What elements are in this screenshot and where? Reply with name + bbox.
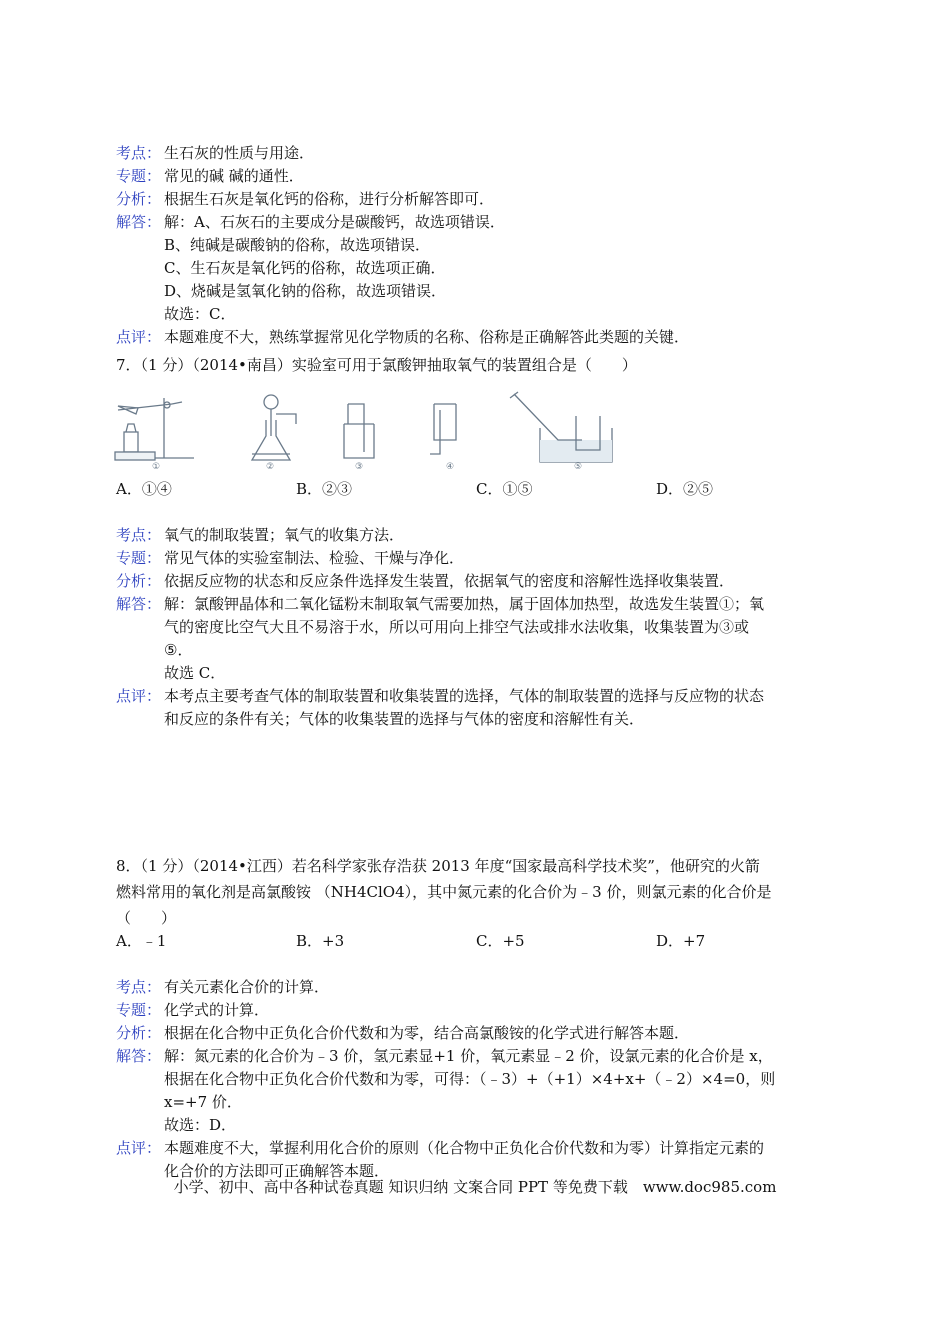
zhuanti-label: 专题： [116,549,162,567]
q7-jieda-line: ⑤． [164,641,193,659]
q8-fenxi-row [116,1022,846,1045]
q7-options [116,478,846,502]
q7-option-c[interactable]: C．①⑤ [476,480,533,498]
q6-kaodian-row [116,142,846,165]
fenxi-label: 分析： [116,1024,162,1042]
fenxi-label: 分析： [116,190,162,208]
apparatus-5-water [510,392,612,462]
q8-options [116,930,846,954]
q7-fenxi: 依据反应物的状态和反应条件选择发生装置，依据氧气的密度和溶解性选择收集装置． [164,572,735,590]
q6-dianping-row [116,326,846,349]
q7-apparatus-figure [112,384,622,472]
q8-stem-line: 燃料常用的氧化剂是高氯酸铵 （NH4ClO4），其中氮元素的化合价为﹣3 价，则氯元素的化合价是 [116,883,772,901]
q8-zhuanti: 化学式的计算． [164,1001,270,1019]
q8-jieda-line: x=+7 价． [164,1093,242,1111]
q8-kaodian-row [116,976,846,999]
q7-kaodian-row [116,524,846,547]
q6-kaodian: 生石灰的性质与用途． [164,144,315,162]
q8-analysis [116,976,846,1183]
q7-stem: 7．（1 分）（2014•南昌）实验室可用于氯酸钾抽取氧气的装置组合是（ ） [116,356,637,374]
q7-analysis [116,524,846,731]
fenxi-label: 分析： [116,572,162,590]
apparatus-1-heating [115,398,194,460]
q8-fenxi: 根据在化合物中正负化合价代数和为零，结合高氯酸铵的化学式进行解答本题． [164,1024,690,1042]
q7-fenxi-row [116,570,846,593]
figure-label-5: ⑤ [574,462,583,472]
figure-label-4: ④ [446,462,455,472]
q6-jieda-line: 解：A、石灰石的主要成分是碳酸钙，故选项错误． [164,213,505,231]
q8-jieda-line: 根据在化合物中正负化合价代数和为零，可得：（﹣3）+（+1）×4+x+（﹣2）×4=0，则 [164,1070,776,1088]
q7-dianping-line: 本考点主要考查气体的制取装置和收集装置的选择，气体的制取装置的选择与反应物的状态 [164,687,765,705]
dianping-label: 点评： [116,1139,162,1157]
dianping-label: 点评： [116,328,162,346]
q6-jieda-row [116,211,846,326]
q8-option-b[interactable]: B．+3 [296,932,345,950]
jieda-label: 解答： [116,595,162,613]
kaodian-label: 考点： [116,978,162,996]
q6-fenxi-row [116,188,846,211]
q8-jieda-line: 解：氮元素的化合价为﹣3 价，氢元素显+1 价，氧元素显﹣2 价，设氯元素的化合价是 x， [164,1047,773,1065]
q8-stem-line: （ ） [116,909,177,927]
jieda-label: 解答： [116,213,162,231]
figure-label-1: ① [152,462,161,472]
figure-label-2: ② [266,462,275,472]
page-footer: 小学、初中、高中各种试卷真题 知识归纳 文案合同 PPT 等免费下载 www.doc985.com [173,1178,777,1196]
q7-option-d[interactable]: D．②⑤ [656,480,714,498]
q7-zhuanti: 常见气体的实验室制法、检验、干燥与净化． [164,549,465,567]
q6-zhuanti: 常见的碱 碱的通性． [164,167,304,185]
kaodian-label: 考点： [116,526,162,544]
q7-option-b[interactable]: B．②③ [296,480,353,498]
q7-dianping-row [116,685,846,731]
dianping-label: 点评： [116,687,162,705]
apparatus-2-flask [252,395,296,460]
q8-dianping-line: 本题难度不大，掌握利用化合价的原则（化合物中正负化合价代数和为零）计算指定元素的 [164,1139,765,1157]
q8-stem-line: 8．（1 分）（2014•江西）若名科学家张存浩获 2013 年度“国家最高科学技术奖”，他研究的火箭 [116,857,760,875]
q7-jieda-row [116,593,846,685]
q8-jieda-row [116,1045,846,1137]
kaodian-label: 考点： [116,144,162,162]
figure-label-3: ③ [355,462,364,472]
q7-zhuanti-row [116,547,846,570]
q8-kaodian: 有关元素化合价的计算． [164,978,330,996]
q8-stem [116,853,846,931]
q8-jieda-line: 故选：D． [164,1116,237,1134]
q7-option-a[interactable]: A．①④ [116,480,172,498]
jieda-label: 解答： [116,1047,162,1065]
q8-zhuanti-row [116,999,846,1022]
q6-analysis [116,142,846,349]
q6-jieda-line: 故选：C． [164,305,236,323]
q8-option-a[interactable]: A．﹣1 [116,932,167,950]
q7-jieda-line: 故选 C． [164,664,226,682]
q8-option-c[interactable]: C．+5 [476,932,525,950]
q8-option-d[interactable]: D．+7 [656,932,706,950]
apparatus-4-downward [430,404,456,454]
q6-jieda-line: D、烧碱是氢氧化钠的俗称，故选项错误． [164,282,447,300]
zhuanti-label: 专题： [116,167,162,185]
q7-jieda-line: 解：氯酸钾晶体和二氧化锰粉末制取氧气需要加热，属于固体加热型，故选发生装置①；氧 [164,595,765,613]
q6-dianping: 本题难度不大，熟练掌握常见化学物质的名称、俗称是正确解答此类题的关键． [164,328,690,346]
q6-jieda-line: C、生石灰是氧化钙的俗称，故选项正确． [164,259,446,277]
q7-jieda-line: 气的密度比空气大且不易溶于水，所以可用向上排空气法或排水法收集，收集装置为③或 [164,618,750,636]
zhuanti-label: 专题： [116,1001,162,1019]
apparatus-3-upward [344,404,374,458]
q6-fenxi: 根据生石灰是氧化钙的俗称，进行分析解答即可． [164,190,495,208]
q8-dianping-line: 化合价的方法即可正确解答本题． [164,1162,390,1180]
q7-kaodian: 氧气的制取装置；氧气的收集方法． [164,526,405,544]
q7-dianping-line: 和反应的条件有关；气体的收集装置的选择与气体的密度和溶解性有关． [164,710,645,728]
q6-jieda-line: B、纯碱是碳酸钠的俗称，故选项错误． [164,236,431,254]
q6-zhuanti-row [116,165,846,188]
